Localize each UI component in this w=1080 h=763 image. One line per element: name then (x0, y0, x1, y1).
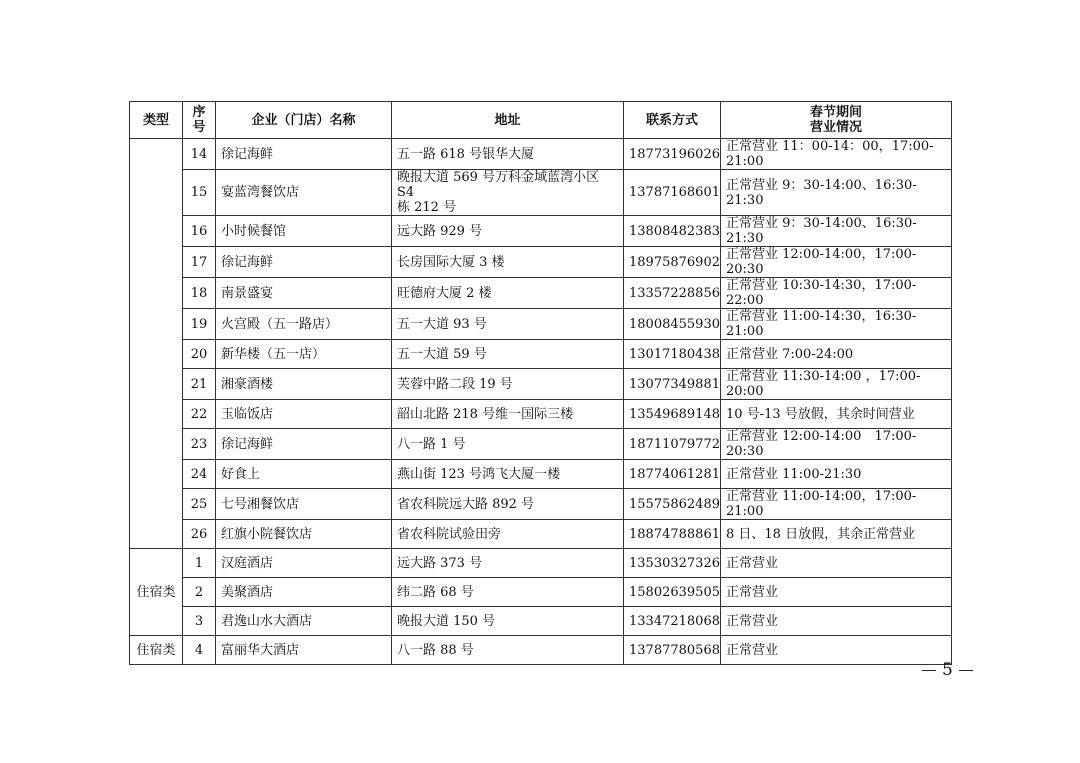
row-status: 正常营业 11:00-14:00，17:00-21:00 (721, 489, 952, 520)
row-status: 正常营业 10:30-14:30，17:00-22:00 (721, 278, 952, 309)
row-no: 2 (183, 578, 216, 607)
row-phone: 18874788861 (624, 520, 721, 549)
table-row (130, 139, 952, 170)
row-address: 五一路 618 号银华大厦 (392, 139, 624, 170)
row-name: 小时候餐馆 (216, 216, 392, 247)
header-type: 类型 (130, 102, 183, 139)
row-address: 芙蓉中路二段 19 号 (392, 369, 624, 400)
row-address: 省农科院远大路 892 号 (392, 489, 624, 520)
row-status: 正常营业 (721, 578, 952, 607)
page-number (916, 660, 979, 680)
row-phone: 13530327326 (624, 549, 721, 578)
row-status: 正常营业 11:30-14:00 ，17:00-20:00 (721, 369, 952, 400)
row-no: 25 (183, 489, 216, 520)
row-address (392, 170, 624, 216)
row-status: 正常营业 (721, 607, 952, 636)
row-phone: 13549689148 (624, 400, 721, 429)
row-status: 正常营业 9：30-14:00、16:30-21:30 (721, 170, 952, 216)
row-name: 湘豪酒楼 (216, 369, 392, 400)
header-name: 企业（门店）名称 (216, 102, 392, 139)
row-phone: 13787780568 (624, 636, 721, 665)
row-name: 富丽华大酒店 (216, 636, 392, 665)
row-status: 正常营业 11：00-14：00，17:00-21:00 (721, 139, 952, 170)
row-address: 晚报大道 150 号 (392, 607, 624, 636)
row-address: 五一大道 59 号 (392, 340, 624, 369)
row-address: 燕山街 123 号鸿飞大厦一楼 (392, 460, 624, 489)
table-row (130, 489, 952, 520)
row-status: 正常营业 11:00-14:30，16:30-21:00 (721, 309, 952, 340)
header-address: 地址 (392, 102, 624, 139)
row-name: 徐记海鲜 (216, 247, 392, 278)
row-address: 远大路 373 号 (392, 549, 624, 578)
table-row (130, 278, 952, 309)
header-no: 序号 (183, 102, 216, 139)
table-row (130, 578, 952, 607)
row-address: 长房国际大厦 3 楼 (392, 247, 624, 278)
row-no: 14 (183, 139, 216, 170)
table-row (130, 170, 952, 216)
row-no: 15 (183, 170, 216, 216)
row-phone: 18774061281 (624, 460, 721, 489)
row-address: 旺德府大厦 2 楼 (392, 278, 624, 309)
page-dash-right (959, 670, 973, 671)
row-no: 4 (183, 636, 216, 665)
header-contact: 联系方式 (624, 102, 721, 139)
row-phone: 18008455930 (624, 309, 721, 340)
row-phone: 13017180438 (624, 340, 721, 369)
row-status: 8 日、18 日放假，其余正常营业 (721, 520, 952, 549)
row-name: 七号湘餐饮店 (216, 489, 392, 520)
table-row (130, 460, 952, 489)
row-phone: 18975876902 (624, 247, 721, 278)
row-phone: 13077349881 (624, 369, 721, 400)
row-no: 1 (183, 549, 216, 578)
table-row (130, 429, 952, 460)
row-no: 17 (183, 247, 216, 278)
row-no: 21 (183, 369, 216, 400)
row-status: 正常营业 (721, 636, 952, 665)
row-phone: 13808482383 (624, 216, 721, 247)
row-name: 玉临饭店 (216, 400, 392, 429)
row-name: 新华楼（五一店） (216, 340, 392, 369)
row-status: 正常营业 7:00-24:00 (721, 340, 952, 369)
row-phone: 13357228856 (624, 278, 721, 309)
row-status: 正常营业 11:00-21:30 (721, 460, 952, 489)
row-name: 南景盛宴 (216, 278, 392, 309)
table-row (130, 549, 952, 578)
row-status: 正常营业 (721, 549, 952, 578)
row-name: 好食上 (216, 460, 392, 489)
row-status: 正常营业 9：30-14:00、16:30-21:30 (721, 216, 952, 247)
table-row (130, 216, 952, 247)
table-row (130, 636, 952, 665)
header-row (130, 102, 952, 139)
row-phone: 15575862489 (624, 489, 721, 520)
row-address: 八一路 1 号 (392, 429, 624, 460)
row-no: 22 (183, 400, 216, 429)
row-phone: 13347218068 (624, 607, 721, 636)
row-name: 汉庭酒店 (216, 549, 392, 578)
page-dash-left (922, 670, 936, 671)
row-name: 火宫殿（五一路店） (216, 309, 392, 340)
row-address: 省农科院试验田旁 (392, 520, 624, 549)
table-row (130, 340, 952, 369)
row-phone: 18711079772 (624, 429, 721, 460)
row-name: 君逸山水大酒店 (216, 607, 392, 636)
row-phone: 18773196026 (624, 139, 721, 170)
row-no: 16 (183, 216, 216, 247)
row-address: 韶山北路 218 号维一国际三楼 (392, 400, 624, 429)
table-row (130, 400, 952, 429)
table-row (130, 309, 952, 340)
row-name: 红旗小院餐饮店 (216, 520, 392, 549)
row-no: 3 (183, 607, 216, 636)
table-row (130, 607, 952, 636)
row-name: 徐记海鲜 (216, 429, 392, 460)
row-status: 10 号-13 号放假，其余时间营业 (721, 400, 952, 429)
type-cell-lodging-2: 住宿类 (130, 636, 183, 665)
row-no: 18 (183, 278, 216, 309)
row-address: 远大路 929 号 (392, 216, 624, 247)
row-name: 美聚酒店 (216, 578, 392, 607)
row-status: 正常营业 12:00-14:00，17:00-20:30 (721, 247, 952, 278)
business-table (129, 101, 952, 665)
row-no: 23 (183, 429, 216, 460)
table-row (130, 247, 952, 278)
table-row (130, 369, 952, 400)
table-row (130, 520, 952, 549)
row-address-line2: 栋 212 号 (397, 200, 457, 215)
row-status: 正常营业 12:00-14:00 17:00-20:30 (721, 429, 952, 460)
row-phone: 15802639505 (624, 578, 721, 607)
row-address: 八一路 88 号 (392, 636, 624, 665)
row-no: 19 (183, 309, 216, 340)
row-no: 20 (183, 340, 216, 369)
row-phone: 13787168601 (624, 170, 721, 216)
row-address: 纬二路 68 号 (392, 578, 624, 607)
header-status (721, 102, 952, 139)
row-name: 徐记海鲜 (216, 139, 392, 170)
type-cell-catering (130, 139, 183, 549)
header-status-line2: 营业情况 (809, 120, 862, 135)
row-no: 24 (183, 460, 216, 489)
row-address-line1: 晚报大道 569 号万科金域蓝湾小区 S4 (397, 170, 600, 200)
row-address: 五一大道 93 号 (392, 309, 624, 340)
page-number-text: 5 (942, 660, 953, 680)
row-name: 宴蓝湾餐饮店 (216, 170, 392, 216)
type-cell-lodging: 住宿类 (130, 549, 183, 636)
header-status-line1: 春节期间 (809, 105, 862, 120)
row-no: 26 (183, 520, 216, 549)
